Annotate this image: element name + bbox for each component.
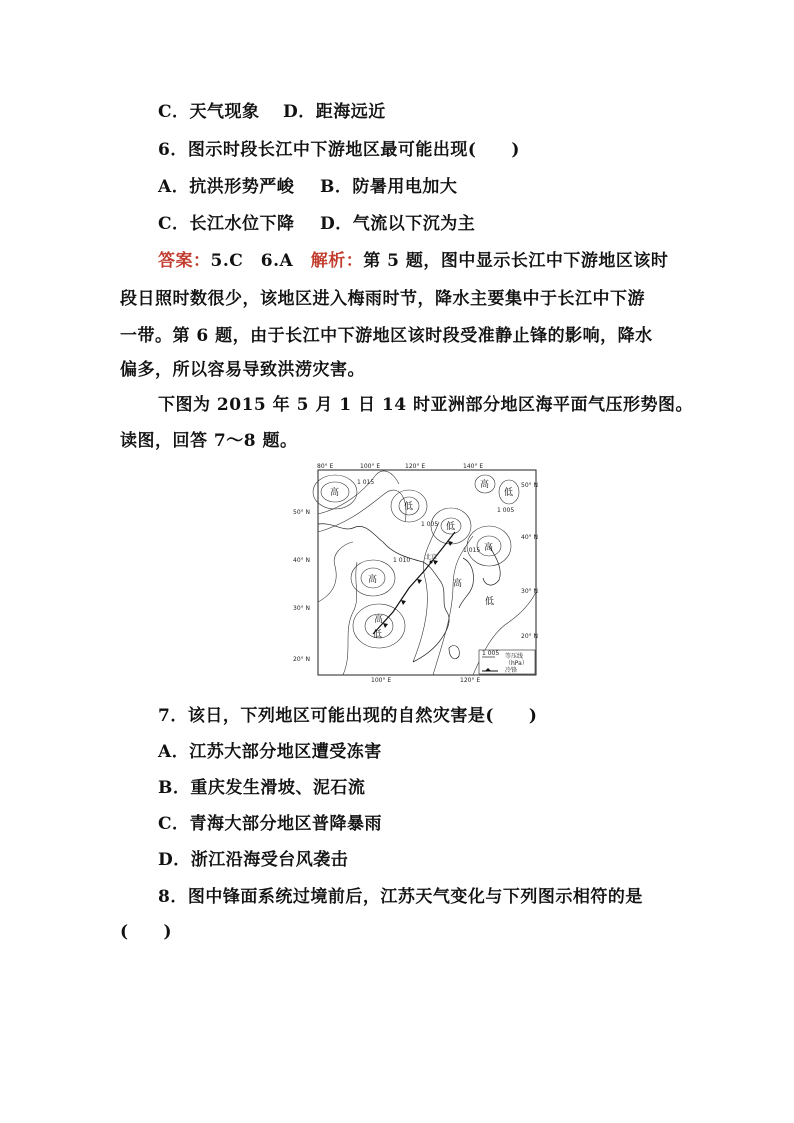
- option-6c: C．长江水位下降: [158, 214, 295, 234]
- analysis-text-3: 一带。第 6 题，由于长江中下游地区该时段受准静止锋的影响，降水: [120, 326, 653, 346]
- analysis-text-4: 偏多，所以容易导致洪涝灾害。: [120, 360, 365, 380]
- option-7d: D．浙江沿海受台风袭击: [158, 850, 349, 870]
- isobar-value: 1 015: [357, 479, 375, 486]
- legend-unit: （hPa）: [505, 660, 528, 667]
- pressure-label: 高: [374, 615, 384, 625]
- pressure-label: 高: [484, 543, 494, 553]
- pressure-label: 低: [446, 522, 456, 532]
- option-6b: B．防暑用电加大: [320, 177, 458, 197]
- pressure-label: 高: [453, 579, 463, 589]
- lon-label-80: 80° E: [317, 463, 334, 470]
- city-label-beijing: 北京: [425, 554, 438, 561]
- pressure-label: 低: [373, 630, 383, 640]
- answer-line-1: [158, 246, 668, 271]
- legend-front-text: 冷锋: [505, 667, 518, 674]
- map-legend: [479, 650, 535, 674]
- legend-isobar-text: 等压线: [505, 653, 524, 660]
- option-6d: D．气流以下沉为主: [320, 214, 476, 234]
- lat-label-left-50: 50° N: [293, 509, 311, 516]
- pressure-label: 低: [485, 597, 495, 607]
- isobar-value: 1 015: [463, 547, 481, 554]
- pressure-label: 高: [330, 488, 340, 498]
- lat-label-right-30: 30° N: [521, 588, 539, 595]
- analysis-text-2: 段日照时数很少，该地区进入梅雨时节，降水主要集中于长江中下游: [120, 289, 645, 309]
- lat-label-left-20: 20° N: [293, 656, 311, 663]
- analysis-text-1: 第 5 题，图中显示长江中下游地区该时: [363, 251, 669, 271]
- pressure-label: 高: [480, 480, 490, 490]
- option-7c: C．青海大部分地区普降暴雨: [158, 814, 383, 834]
- lon-label-100: 100° E: [360, 463, 381, 470]
- pressure-label: 低: [504, 488, 514, 498]
- option-7a: A．江苏大部分地区遭受冻害: [158, 742, 382, 762]
- intro-line-2: 读图，回答 7～8 题。: [120, 431, 298, 451]
- pressure-map-svg: [293, 462, 543, 684]
- lon-label-bottom-120: 120° E: [460, 677, 481, 684]
- isobar-value: 1 010: [393, 557, 411, 564]
- lat-label-right-20: 20° N: [521, 633, 539, 640]
- option-6a: A．抗洪形势严峻: [158, 177, 295, 197]
- bottom-longitude-labels: [371, 677, 480, 684]
- option-7b: B．重庆发生滑坡、泥石流: [158, 778, 366, 798]
- lon-label-120: 120° E: [405, 463, 426, 470]
- pressure-label: 低: [404, 502, 414, 512]
- question-8-paren: ( ): [120, 922, 173, 942]
- lat-label-left-30: 30° N: [293, 605, 311, 612]
- pressure-map: [293, 462, 543, 684]
- option-5c: C．天气现象: [158, 102, 260, 122]
- lat-label-left-40: 40° N: [293, 557, 311, 564]
- pressure-label: 高: [368, 575, 378, 585]
- answer-label: 答案：: [158, 251, 211, 271]
- question-8-stem: 8．图中锋面系统过境前后，江苏天气变化与下列图示相符的是: [158, 887, 643, 907]
- option-5d: D．距海远近: [283, 102, 386, 122]
- lon-label-bottom-100: 100° E: [371, 677, 392, 684]
- question-6-stem: 6．图示时段长江中下游地区最可能出现( ): [158, 140, 520, 160]
- left-latitude-labels: [293, 509, 310, 663]
- isobar-value: 1 005: [497, 507, 515, 514]
- analysis-label: 解析：: [310, 251, 364, 271]
- lat-label-right-40: 40° N: [521, 534, 539, 541]
- isobar-value: 1 005: [421, 521, 439, 528]
- intro-line-1: 下图为 2015 年 5 月 1 日 14 时亚洲部分地区海平面气压形势图。: [158, 395, 693, 415]
- legend-value: 1 005: [482, 650, 500, 657]
- answer-values: 5.C 6.A: [210, 251, 294, 271]
- lat-label-right-50: 50° N: [521, 482, 539, 489]
- question-7-stem: 7．该日，下列地区可能出现的自然灾害是( ): [158, 706, 538, 726]
- lon-label-140: 140° E: [463, 463, 484, 470]
